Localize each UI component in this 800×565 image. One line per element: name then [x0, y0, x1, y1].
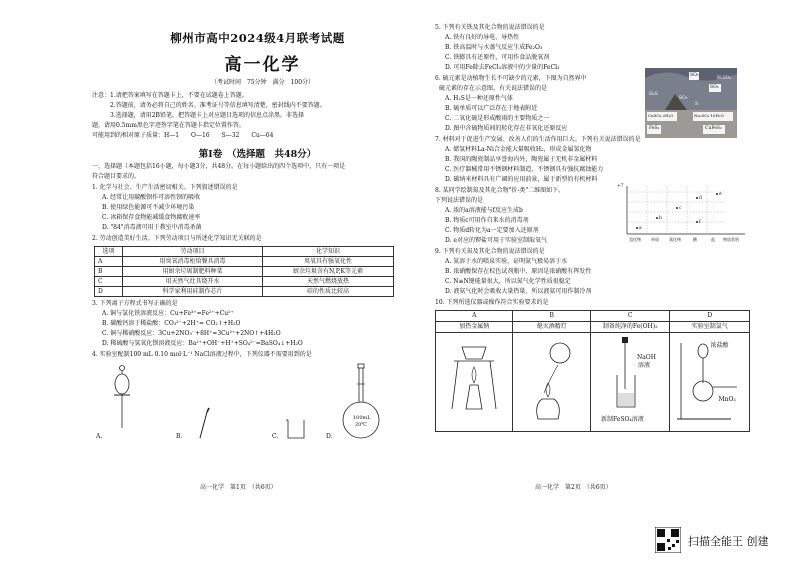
section-desc	[92, 162, 403, 182]
question-stem: 4. 实验室配制100 mL 0.10 mol·L⁻¹ NaCl溶液过程中，下列仪器不需要用到的是	[92, 351, 312, 358]
question-stem: 10. 下列所选仪器或操作符合实验要求的是	[435, 299, 549, 306]
table-header: 化学知识	[263, 247, 394, 257]
option: B. 浓硝酸保存在棕色试剂瓶中，原因是浓硝酸有挥发性	[445, 268, 592, 275]
glass-rod-figure	[172, 362, 252, 444]
option: B. 铁高温时与水蒸气反应生成Fe₂O₃	[445, 44, 543, 51]
option: D. 可用Fe除去FeCl₂溶液中的少量的FeCl₃	[445, 64, 560, 71]
question-7	[435, 135, 792, 185]
chart-axis-label: +7	[617, 184, 624, 189]
atomic-masses: 可能用到的相对原子质量：H—1 O—16 S—32 Cu—64	[92, 132, 274, 139]
option: A. H₂S是一种还原性气体	[445, 95, 513, 102]
question-stem: 3. 下列离子方程式书写正确的是	[92, 300, 178, 307]
table-cell: 臭氧具有强氧化性	[263, 257, 394, 267]
option: C. 铁膨具有还原性，可用作食品脱氧剂	[445, 54, 550, 61]
question-stem: 2. 劳动创造美好生活。下列劳动项目与所述化学知识无关联的是	[92, 235, 262, 242]
table-row	[436, 333, 750, 432]
chart-tick-label: 氧化物	[669, 237, 681, 242]
flask-temperature-text: 20℃	[355, 422, 367, 428]
table-cell: 制备纯净的Fe(OH)₂	[590, 322, 670, 333]
qr-code-icon	[655, 527, 681, 553]
table-header: 选项	[95, 247, 123, 257]
table-header: A	[436, 311, 513, 322]
chart-tick-label: 盐	[711, 237, 715, 242]
question-stem: 5. 下列有关铁及其化合物的说法错误的是	[435, 24, 545, 31]
scanner-watermark: 扫描全能王 创建	[688, 535, 769, 548]
glass-rod-icon	[172, 362, 252, 444]
option: C. 冰箱保存食物能减缓食物腐败速率	[102, 214, 201, 221]
question-stem: 6. 硫元素是动植物生长不可缺少的元素，下图为自然界中	[435, 75, 587, 82]
note-line: 3.选择题，请用2B铅笔，把答题卡上对应题目选项的信息点涂黑。非选择	[92, 112, 304, 119]
notes	[92, 91, 403, 131]
table-header: C	[590, 311, 670, 322]
crucible-tripod-icon	[436, 333, 512, 427]
exam-subject: 高一化学	[224, 55, 301, 75]
table-header: B	[513, 311, 590, 322]
section-desc-line: 符合题目要求的。	[92, 173, 141, 180]
option: D. 稀硫酸与氢氧化钡溶液反应：Ba²⁺+OH⁻+H⁺+SO₄²⁻=BaSO₄↓+H₂O	[102, 340, 303, 347]
figure-label: CuSO₄·2H₂O	[648, 113, 674, 118]
question-4	[92, 350, 403, 444]
chlorine-prep-figure	[670, 333, 750, 432]
option: D. 碳纳米材料具有广阔的应用前景，属于新型的有机材料	[445, 176, 598, 183]
option: C. 二氧化硫是形成酸雨的主要物质之一	[445, 115, 550, 122]
table-cell: A	[95, 257, 123, 267]
section-desc-line: 一、选择题（本题包括16小题，每小题3分，共48分。在每小题给出的四个选项中，只有一项是	[92, 163, 346, 170]
reagent-label: 新制FeSO₄溶液	[600, 416, 644, 423]
table-row	[95, 267, 394, 277]
table-row	[95, 287, 394, 297]
note-line: 题，请用0.5mm黑色字迹签字笔在答题卡指定位置作答。	[92, 122, 245, 129]
section-title: 第Ⅰ卷 （选择题 共48分）	[198, 149, 317, 160]
table-cell: 科学家利用硅制作芯片	[123, 287, 263, 297]
figure-label: H₂S	[649, 92, 658, 97]
table-cell: C	[95, 277, 123, 287]
question-8	[435, 186, 792, 246]
question-3	[92, 299, 403, 349]
figure-label: SO₂	[679, 96, 688, 101]
option: A. 铁有良好的导电、导热性	[445, 34, 520, 41]
extinguish-lamp-figure	[513, 333, 590, 432]
chart-tick-label: 单质	[651, 237, 659, 242]
question-6	[435, 74, 792, 134]
chart-point-label: a	[639, 226, 642, 231]
valence-class-chart	[615, 182, 755, 252]
figure-label: Na₂SO₄·10H₂O	[694, 113, 724, 118]
table-header: 劳动项目	[123, 247, 263, 257]
exam-title: 柳州市高中2024级4月联考试题	[170, 31, 345, 45]
chart-tick-label: 酸	[693, 237, 697, 242]
table-cell: 厨余垃圾含有N,P,K等元素	[263, 267, 394, 277]
chart-tick-label: 物质类别	[723, 237, 739, 242]
option-label: C.	[272, 433, 279, 440]
option: A. 氨溶于水的喷泉实验，证明氨气极易溶于水	[445, 258, 568, 265]
question-2	[92, 234, 403, 297]
table-cell: 硅的性质比较高	[263, 287, 394, 297]
option: A. 经常让用碳酸钡作可溶性钡的吸收	[102, 194, 201, 201]
figure-label: H₂SO₄	[717, 76, 732, 81]
chart-point-label: b	[659, 216, 662, 221]
alcohol-lamp-icon	[514, 333, 590, 427]
note-line: 注意：1.请把答案填写在答题卡上，不要在试题卷上答题。	[92, 92, 248, 99]
table-header: D	[670, 311, 750, 322]
chart-tick-label: 氢化物	[629, 237, 641, 242]
figure-label: S	[695, 102, 699, 107]
exam-info: （考试时间 75分钟 满分 100分）	[210, 79, 315, 86]
note-line: 2.答题前，请务必将自己的姓名、准考证号等信息填写清楚，密封线内不要答题。	[92, 102, 326, 109]
table-cell: 天然气燃烧放热	[263, 277, 394, 287]
option: B. 碳酸钙溶于稀盐酸：CO₃²⁻+2H⁺= CO₂↑+H₂O	[102, 320, 241, 327]
table-cell: 熄灭酒精灯	[513, 322, 590, 333]
reagent-label: NaOH	[636, 354, 656, 361]
separatory-funnel-icon	[92, 362, 172, 444]
heating-sodium-figure	[436, 333, 513, 432]
right-page	[415, 0, 800, 565]
table-row	[95, 277, 394, 287]
reagent-label: 浓盐酸	[710, 342, 729, 349]
table-header-row	[436, 311, 750, 322]
option: D. "84"消毒液可用于教室中消毒杀菌	[102, 224, 202, 231]
option: C. 物质d转化为a一定要加入还原剂	[445, 227, 539, 234]
table-cell: B	[95, 267, 123, 277]
option-label: D.	[326, 433, 333, 440]
question-1	[92, 183, 403, 233]
table-cell: 加热金属钠	[436, 322, 513, 333]
figure-label: CuFeS₂	[705, 126, 722, 131]
q2-table	[94, 246, 394, 297]
option: D. e对应的钾盐可用于实验室制取氧气	[445, 237, 547, 244]
table-cell: 用臭氧消毒柜给餐具消毒	[123, 257, 263, 267]
question-stem: 1. 化学与社会、生产生活密切相关。下列叙述错误的是	[92, 184, 238, 191]
chart-point-label: e	[719, 192, 722, 197]
figure-label: SO₃	[710, 85, 719, 90]
question-stem: 9. 下列有关氮及其化合物的说法错误的是	[435, 248, 545, 255]
table-cell: 实验室制氯气	[670, 322, 750, 333]
figure-label: SO₂	[690, 73, 699, 78]
option: B. 使用绿色能源可不减少环境污染	[102, 204, 195, 211]
question-stem: 8. 某同学绘制氮及其化合物"价-类"二维图如下。	[435, 187, 565, 194]
chart-point-label: c	[679, 206, 682, 211]
option: C. 铜与稀硝酸反应：3Cu+2NO₃⁻+8H⁺=3Cu²⁺+2NO↑+4H₂O	[102, 330, 281, 337]
volumetric-flask-figure	[326, 362, 412, 444]
option: A. 储氢材料La-Ni合金能大量吸收H₂，形成金属氢化物	[445, 146, 592, 153]
flask-volume-text: 100mL	[353, 415, 371, 421]
chart-point-label: f	[699, 220, 701, 225]
option: D. 液氨气化时会吸收大量热量，所以液氨可用作制冷剂	[445, 288, 592, 295]
separatory-funnel-figure	[92, 362, 172, 444]
question-stem: 硫元素的存在示意图。有关说法错误的是	[439, 85, 548, 92]
question-stem: 下列说法错误的是	[435, 197, 484, 204]
page-footer: 高一化学 第1页 （共6页）	[200, 484, 277, 491]
experiment-table	[435, 310, 750, 432]
reagent-label: 溶液	[637, 362, 650, 369]
table-cell: 用厨余垃圾制肥料种菜	[123, 267, 263, 277]
test-tube-dropper-icon	[591, 333, 669, 427]
volumetric-flask-icon	[332, 362, 412, 444]
option: B. 硫单质可以广泛存在于地表附近	[445, 105, 538, 112]
instrument-row	[92, 362, 403, 444]
table-cell: D	[95, 287, 123, 297]
option: B. 物质c可用作自来水的消毒剂	[445, 217, 529, 224]
option: A. 浓的a溶液能与f反应生成b	[445, 207, 523, 214]
question-10	[435, 298, 792, 432]
page-footer: 高一化学 第2页 （共6页）	[535, 484, 612, 491]
option: C. N≡N键能量很大，所以氮气化学性质很稳定	[445, 278, 571, 285]
question-9	[435, 247, 792, 297]
reagent-label: MnO₂	[718, 396, 736, 403]
option: D. 图中含硫物质间的转化存在非氧化还原反应	[445, 125, 568, 132]
figure-label: FeS₂	[649, 126, 660, 131]
table-cell: 用天然气灶具烧开水	[123, 277, 263, 287]
chart-point-label: d	[699, 196, 702, 201]
question-stem: 7. 材料对于促进生产发展、改善人们的生活作用巨大。下列有关说法错误的是	[435, 136, 641, 143]
option: C. 医疗器械常用不锈钢材料制造，不锈钢具有强抗腐蚀能力	[445, 166, 604, 173]
table-header-row	[95, 247, 394, 257]
option-label: A.	[96, 433, 103, 440]
table-row	[436, 322, 750, 333]
option: A. 铜与氯化铁溶液反应：Cu+Fe³⁺=Fe²⁺+Cu²⁺	[102, 310, 234, 317]
option: B. 我国的陶瓷制品享誉海内外，陶瓷属于无机非金属材料	[445, 156, 598, 163]
sulfur-cycle-figure	[645, 68, 737, 138]
prepare-feoh2-figure	[590, 333, 670, 432]
question-5	[435, 23, 792, 73]
beaker-figure	[252, 362, 332, 444]
table-row	[95, 257, 394, 267]
beaker-icon	[252, 362, 332, 444]
option-label: B.	[176, 433, 183, 440]
